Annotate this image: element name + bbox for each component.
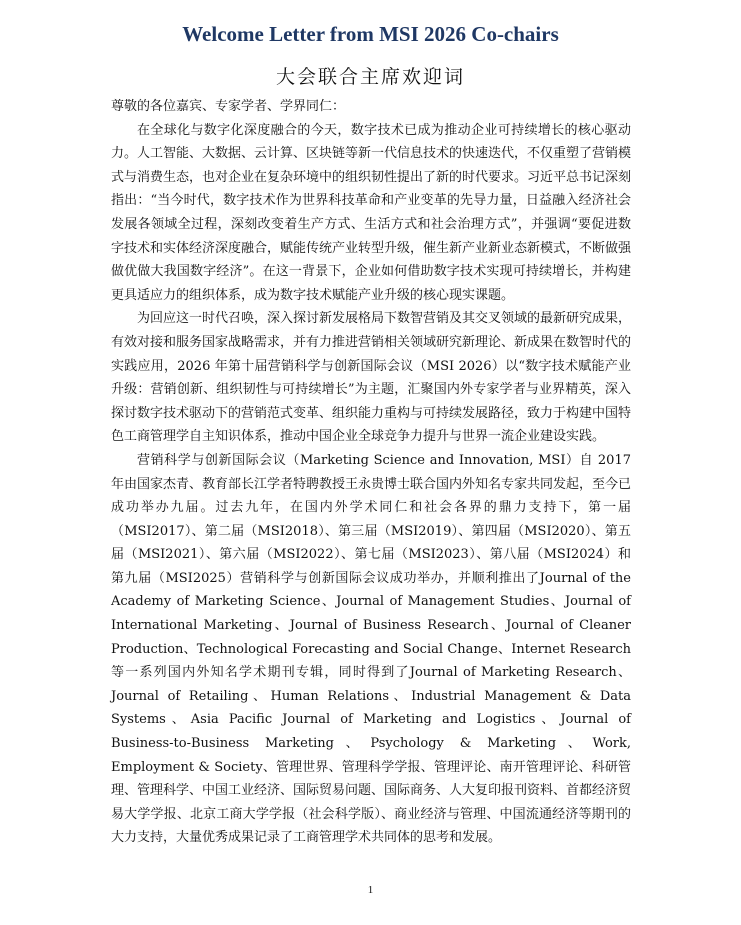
paragraph-conference-history: 营销科学与创新国际会议（Marketing Science and Innovation, MSI）自 2017 年由国家杰青、教育部长江学者特聘教授王永贵博士联合国内外知名专家共同发起，至今已成功举办九届。过去九年，在国内外学术同仁和社会各界的鼎力支持下，第一届（MSI2017）、第二届（MSI2018）、第三届（MSI2019）、第四届（MSI2020）、第五届（MSI2021）、第六届（MSI2022）、第七届（MSI2023）、第八届（MSI2024）和第九届（MSI2025）营销科学与创新国际会议成功举办，并顺利推出了Journal of the Academy of Marketing Science、Journal of Management Studies、Journal of International Marketing、Journal of Business Research、Journal of Cleaner Production、Technological Forecasting and Social Change、Internet Research等一系列国内外知名学术期刊专辑，同时得到了Journal of Marketing Research、Journal of Retailing、Human Relations、Industrial Management & Data Systems、Asia Pacific Journal of Marketing and Logistics、Journal of Business-to-Business Marketing、Psychology & Marketing、Work, Employment & Society、管理世界、管理科学学报、管理评论、南开管理评论、科研管理、管理科学、中国工业经济、国际贸易问题、国际商务、人大复印报刊资料、首都经济贸易大学学报、北京工商大学学报（社会科学版）、商业经济与管理、中国流通经济等期刊的大力支持，大量优秀成果记录了工商管理学术共同体的思考和发展。 (111, 452, 632, 846)
english-title: Welcome Letter from MSI 2026 Co-chairs (182, 22, 559, 46)
chinese-title: 大会联合主席欢迎词 (275, 66, 465, 88)
greeting-line: 尊敬的各位嘉宾、专家学者、学界同仁： (111, 99, 346, 114)
paragraph-conference-theme: 为回应这一时代召唤，深入探讨新发展格局下数智营销及其交叉领域的最新研究成果，有效对接和服务国家战略需求，并有力推进营销相关领域研究新理论、新成果在数智时代的实践应用，2026 年第十届营销科学与创新国际会议（MSI 2026）以“数字技术赋能产业升级：营销创新、组织韧性与可持续增长”为主题，汇聚国内外专家学者与业界精英，深入探讨数字技术驱动下的营销范式变革、组织能力重构与可持续发展路径，致力于构建中国特色工商管理学自主知识体系，推动中国企业全球竞争力提升与世界一流企业建设实践。 (111, 311, 632, 445)
letter-body (111, 95, 631, 850)
page-number: 1 (367, 884, 374, 896)
paragraph-intro: 在全球化与数字化深度融合的今天，数字技术已成为推动企业可持续增长的核心驱动力。人工智能、大数据、云计算、区块链等新一代信息技术的快速迭代，不仅重塑了营销模式与消费生态，也对企业在复杂环境中的组织韧性提出了新的时代要求。习近平总书记深刻指出：“当今时代，数字技术作为世界科技革命和产业变革的先导力量，日益融入经济社会发展各领域全过程，深刻改变着生产方式、生活方式和社会治理方式”，并强调“要促进数字技术和实体经济深度融合，赋能传统产业转型升级，催生新产业新业态新模式，不断做强做优做大我国数字经济”。在这一背景下，企业如何借助数字技术实现可持续增长，并构建更具适应力的组织体系，成为数字技术赋能产业升级的核心现实课题。 (111, 122, 632, 303)
